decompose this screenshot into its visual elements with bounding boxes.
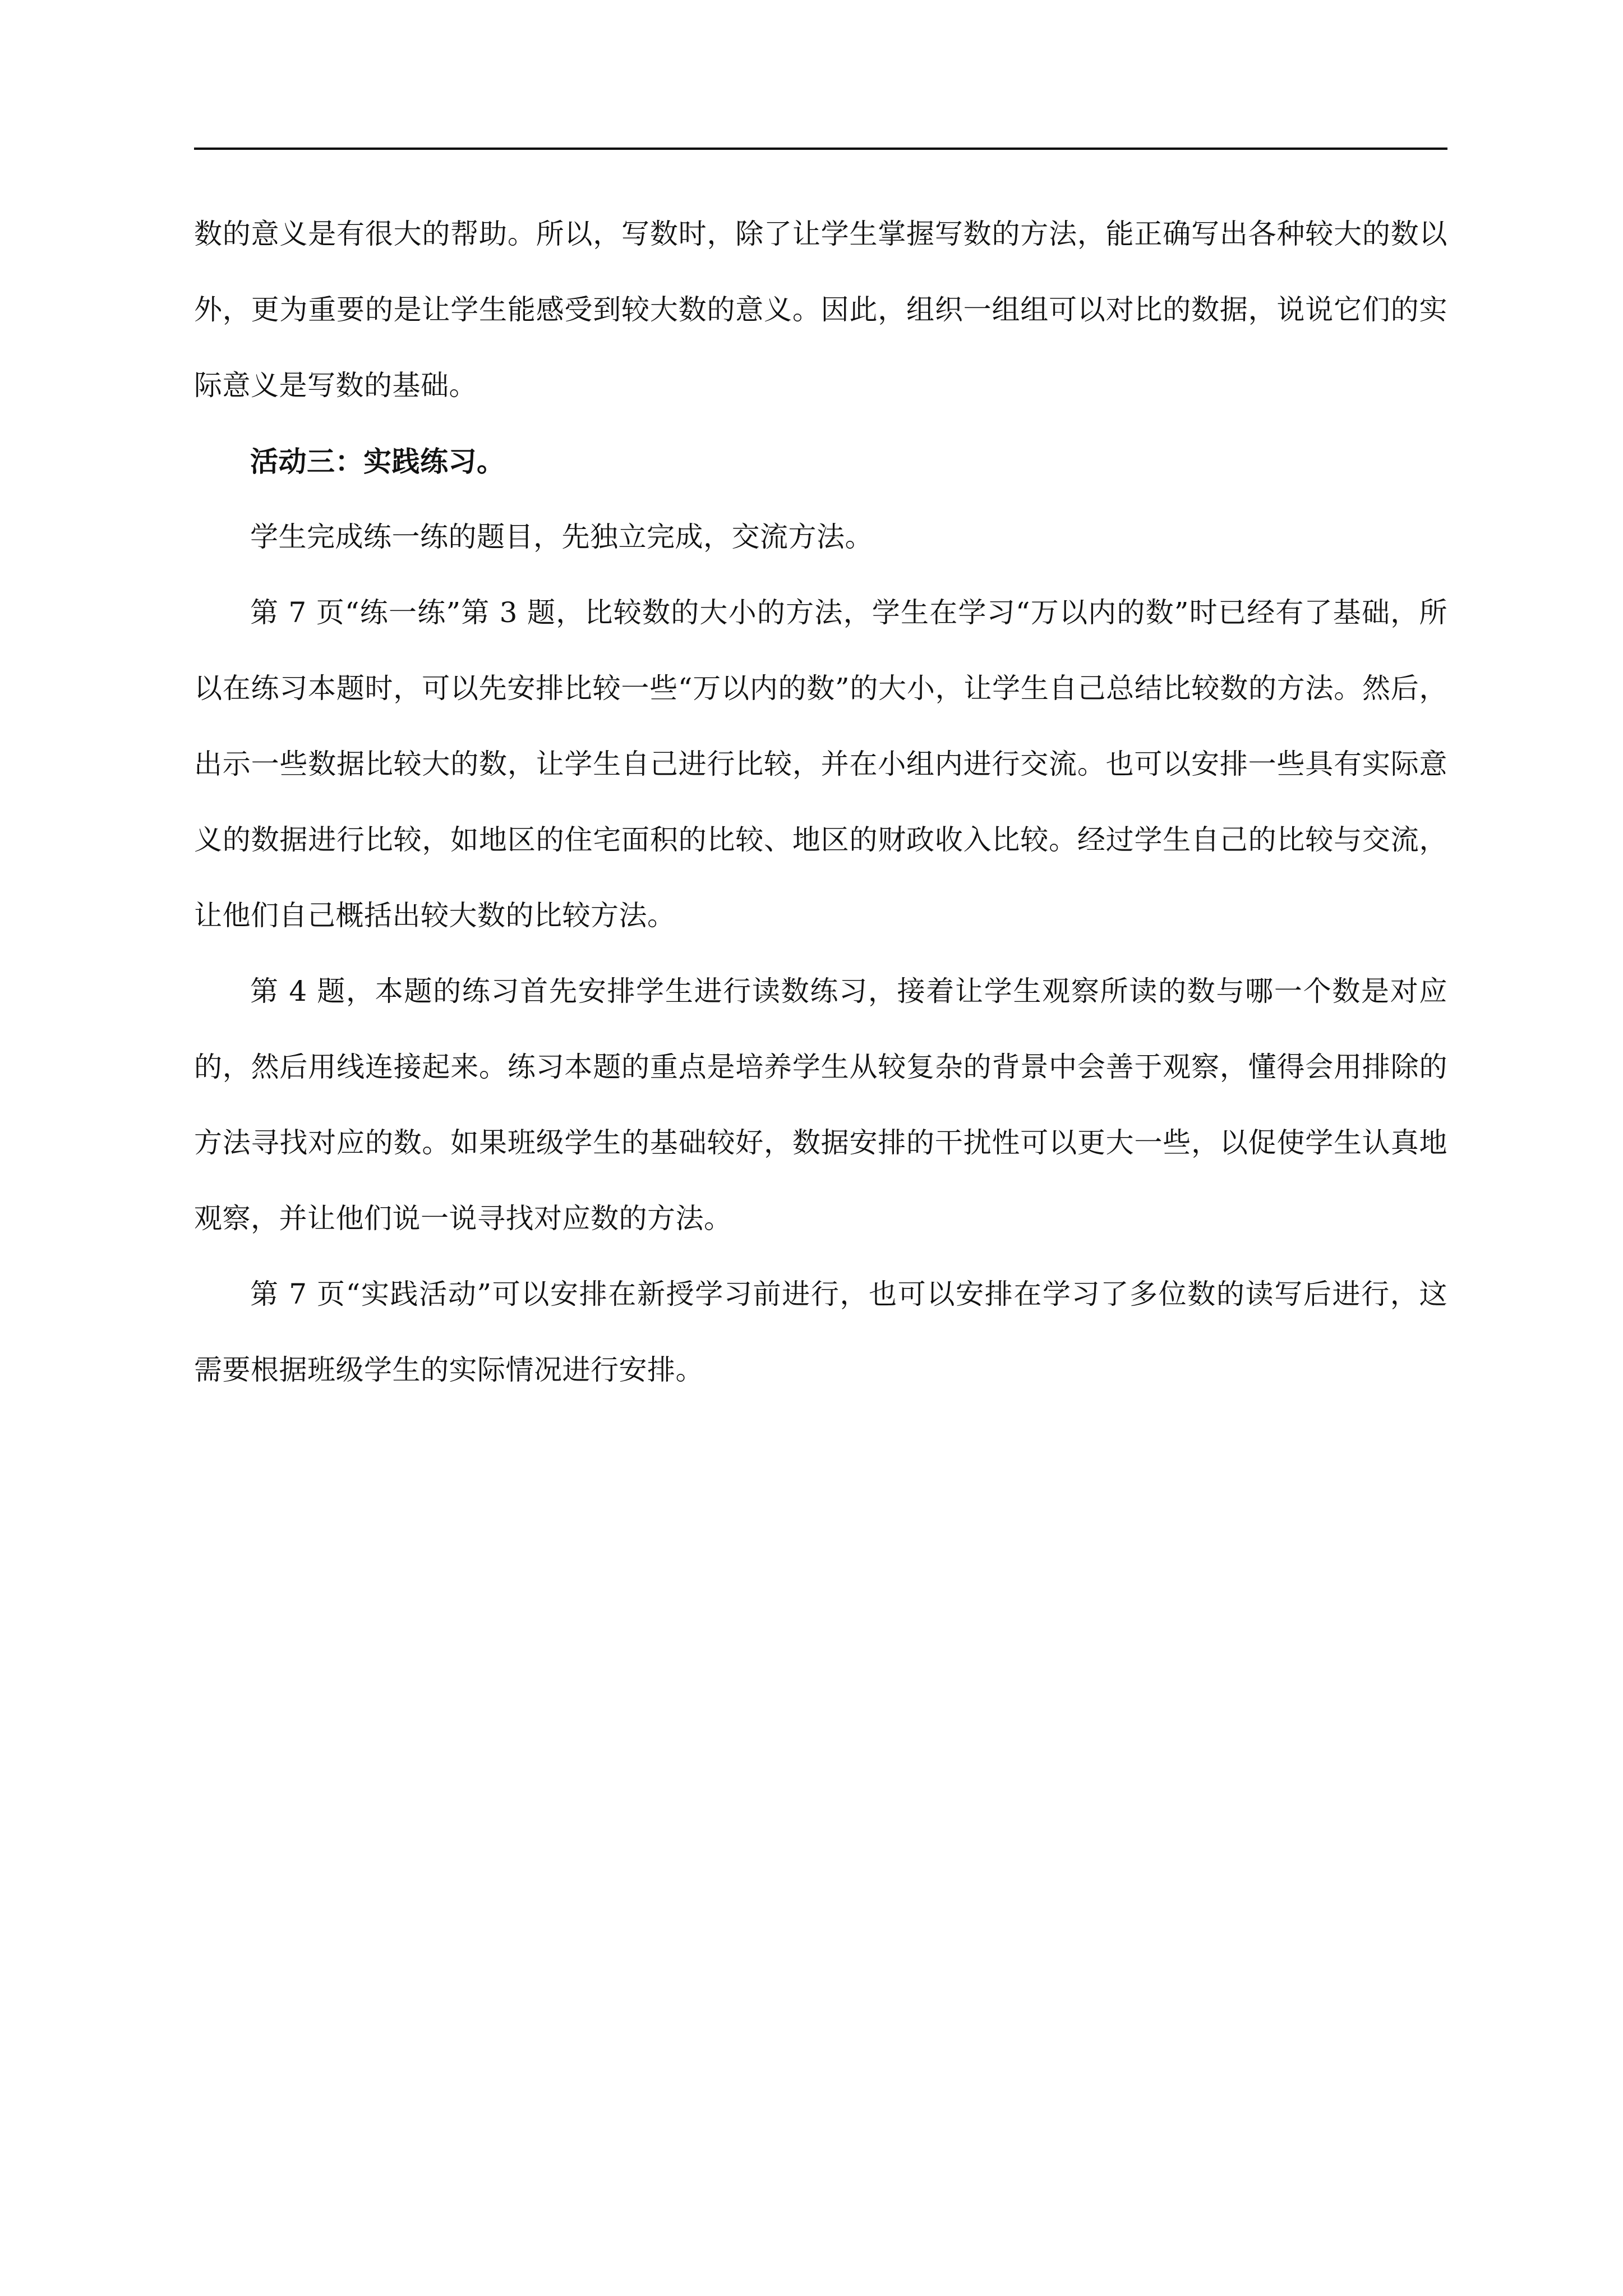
paragraph-practice-activity: 第 7 页“实践活动”可以安排在新授学习前进行，也可以安排在学习了多位数的读写后进行，这需要根据班级学生的实际情况进行安排。 xyxy=(194,1278,1447,1386)
paragraph-practice-intro: 学生完成练一练的题目，先独立完成，交流方法。 xyxy=(250,521,873,553)
paragraph-exercise-3: 第 7 页“练一练”第 3 题，比较数的大小的方法，学生在学习“万以内的数”时已经有了基础，所以在练习本题时，可以先安排比较一些“万以内的数”的大小，让学生自己总结比较数的方法。然后，出示一些数据比较大的数，让学生自己进行比较，并在小组内进行交流。也可以安排一些具有实际意义的数据进行比较，如地区的住宅面积的比较、地区的财政收入比较。经过学生自己的比较与交流，让他们自己概括出较大数的比较方法。 xyxy=(194,596,1447,932)
document-body xyxy=(194,196,1447,1408)
header-rule xyxy=(194,148,1447,150)
paragraph-continued: 数的意义是有很大的帮助。所以，写数时，除了让学生掌握写数的方法，能正确写出各种较大的数以外，更为重要的是让学生能感受到较大数的意义。因此，组织一组组可以对比的数据，说说它们的实际意义是写数的基础。 xyxy=(194,218,1447,402)
paragraph-exercise-4: 第 4 题，本题的练习首先安排学生进行读数练习，接着让学生观察所读的数与哪一个数是对应的，然后用线连接起来。练习本题的重点是培养学生从较复杂的背景中会善于观察，懂得会用排除的方法寻找对应的数。如果班级学生的基础较好，数据安排的干扰性可以更大一些，以促使学生认真地观察，并让他们说一说寻找对应数的方法。 xyxy=(194,975,1447,1235)
section-heading-activity-three: 活动三：实践练习。 xyxy=(250,445,505,478)
